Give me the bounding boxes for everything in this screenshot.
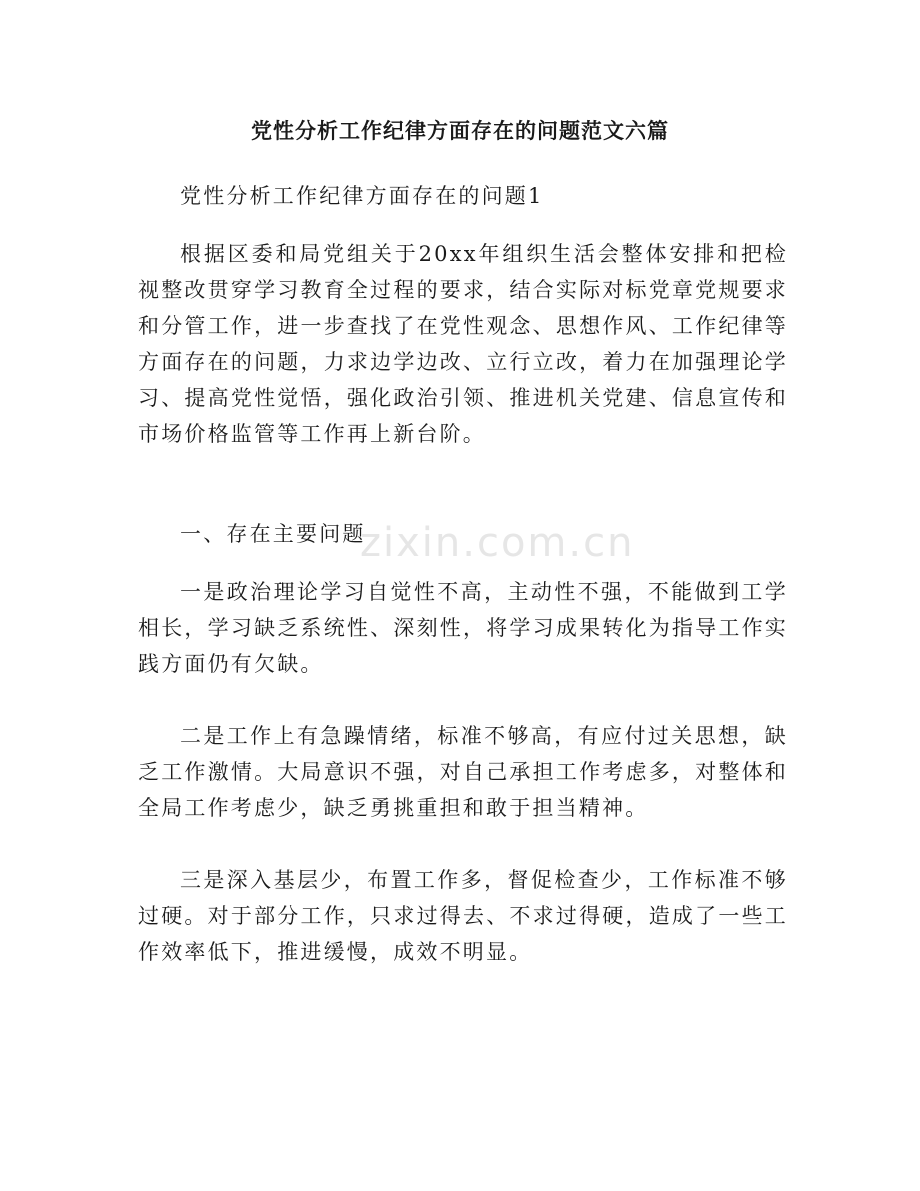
section-heading: 一、存在主要问题 (180, 522, 366, 546)
document-title: 党性分析工作纪律方面存在的问题范文六篇 (251, 119, 669, 143)
problem-item-2: 二是工作上有急躁情绪，标准不够高，有应付过关思想，缺乏工作激情。大局意识不强，对自己承担工作考虑多，对整体和全局工作考虑少，缺乏勇挑重担和敢于担当精神。 (138, 724, 788, 820)
problem-item-1: 一是政治理论学习自觉性不高，主动性不强，不能做到工学相长，学习缺乏系统性、深刻性，将学习成果转化为指导工作实践方面仍有欠缺。 (138, 580, 788, 676)
problem-item-3: 三是深入基层少，布置工作多，督促检查少，工作标准不够过硬。对于部分工作，只求过得去、不求过得硬，造成了一些工作效率低下，推进缓慢，成效不明显。 (138, 868, 788, 964)
section-subtitle: 党性分析工作纪律方面存在的问题1 (180, 184, 544, 208)
watermark: zixin.com.cn (360, 520, 635, 566)
intro-paragraph: 根据区委和局党组关于20xx年组织生活会整体安排和把检视整改贯穿学习教育全过程的要求，结合实际对标党章党规要求和分管工作，进一步查找了在党性观念、思想作风、工作纪律等方面存在的问题，力求边学边改、立行立改，着力在加强理论学习、提高党性觉悟，强化政治引领、推进机关党建、信息宣传和市场价格监管等工作再上新台阶。 (138, 242, 788, 446)
